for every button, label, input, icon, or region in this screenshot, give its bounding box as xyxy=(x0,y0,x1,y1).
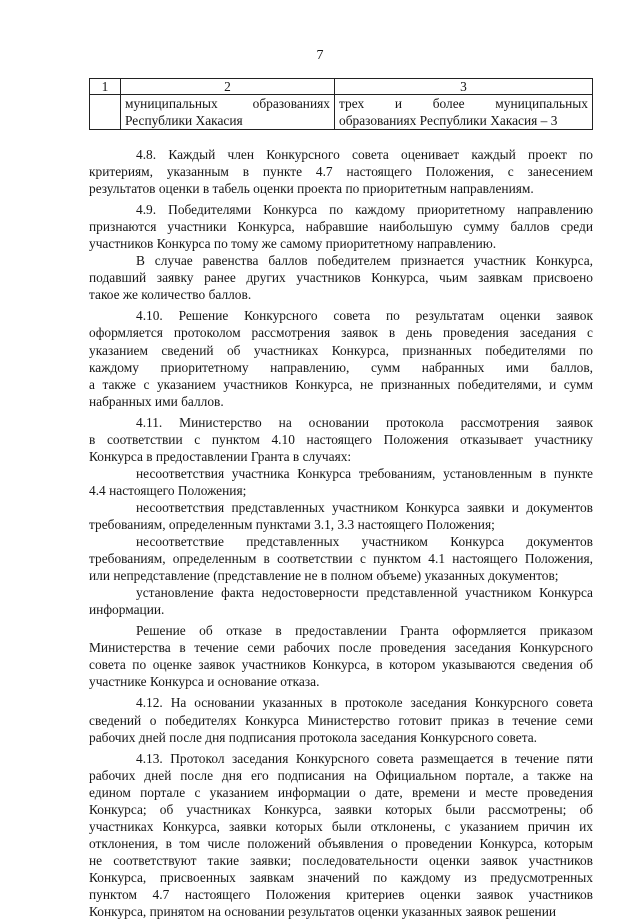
text-line: критериям, указанным в пункте 4.7 настоящего Положения, с занесением xyxy=(89,164,593,180)
paragraph xyxy=(89,584,593,618)
text-line: сведений о победителях Конкурса Министерство готовит приказ в течение семи xyxy=(89,712,593,728)
paragraph xyxy=(89,694,593,745)
text-line: 4.9. Победителями Конкурса по каждому приоритетному направлению xyxy=(136,202,593,218)
text-line: 4.12. На основании указанных в протоколе заседания Конкурсного совета xyxy=(136,695,593,711)
text-line: а также с указанием участников Конкурса, не признанных победителями, и сумм xyxy=(89,376,593,392)
text-line: установление факта недостоверности представленной участником Конкурса xyxy=(136,585,593,601)
table-cell-line: Республики Хакасия xyxy=(125,113,243,128)
text-line: рабочих дней после дня подписания протокола заседания Конкурсного совета. xyxy=(89,729,538,745)
paragraph xyxy=(89,414,593,465)
table-cell-line: трех и более муниципальных xyxy=(339,96,588,111)
text-line: 4.4 настоящего Положения; xyxy=(89,482,247,498)
text-line: Министерства в течение семи рабочих после проведения заседания Конкурсного xyxy=(89,640,593,656)
text-line: Конкурса; об участниках Конкурса, заявки которых были рассмотрены; об xyxy=(89,801,593,817)
text-line: 4.8. Каждый член Конкурсного совета оценивает каждый проект по xyxy=(136,147,593,162)
text-line: указанием сведений об участниках Конкурса, признанных победителями по xyxy=(89,342,593,358)
text-line: совета по оценке заявок участников Конкурса, в котором указываются сведения об xyxy=(89,657,593,673)
text-line: такое же количество баллов. xyxy=(89,287,252,303)
text-line: подавший заявку ранее других участников Конкурса, чьим заявкам присвоено xyxy=(89,270,593,286)
page-number: 7 xyxy=(316,48,324,63)
text-line: несоответствия представленных участником Конкурса заявки и документов xyxy=(136,499,593,515)
paragraph xyxy=(89,750,593,920)
table-row xyxy=(90,95,593,130)
table-cell xyxy=(90,95,121,130)
table-header-cell: 3 xyxy=(335,79,593,95)
table-header-cell: 2 xyxy=(121,79,335,95)
table-cell-line: муниципальных образованиях xyxy=(125,96,330,111)
text-line: в соответствии с пунктом 4.10 настоящего Положения отказывает участнику xyxy=(89,431,593,447)
text-line: Решение об отказе в предоставлении Гранта оформляется приказом xyxy=(136,623,593,639)
table-header-cell: 1 xyxy=(90,79,121,95)
text-line: Конкурса, принятом на основании результатов оценки указанных заявок решении xyxy=(89,904,557,920)
text-line: требованиям, определенным пунктами 3.1, 3.3 настоящего Положения; xyxy=(89,516,495,532)
text-line: отклонения, в том числе положений объявления о проведении Конкурса, которым xyxy=(89,835,593,851)
text-line: Конкурса, присвоенных заявкам значений по каждому из предусмотренных xyxy=(89,869,593,885)
paragraph xyxy=(89,533,593,584)
criteria-table xyxy=(89,78,593,130)
paragraph xyxy=(89,622,593,690)
text-line: Конкурса в предоставлении Гранта в случаях: xyxy=(89,448,352,464)
text-line: 4.10. Решение Конкурсного совета по результатам оценки заявок xyxy=(136,308,593,324)
text-line: едином портале с указанием информации о дате, времени и месте проведения xyxy=(89,784,593,800)
table-cell-line: образованиях Республики Хакасия – 3 xyxy=(339,113,558,128)
text-line: несоответствие представленных участником Конкурса документов xyxy=(136,534,593,550)
text-line: В случае равенства баллов победителем признается участник Конкурса, xyxy=(136,253,593,269)
paragraph xyxy=(89,307,593,409)
paragraph xyxy=(89,465,593,499)
text-line: рабочих дней после дня его подписания на Официальном портале, а также на xyxy=(89,767,593,783)
text-line: результатов оценки в табель оценки проекта по приоритетным направлениям. xyxy=(89,181,534,197)
document-body xyxy=(89,142,593,920)
text-line: участнике Конкурса и основание отказа. xyxy=(89,674,320,690)
text-line: не соответствуют такие заявки; последовательности оценки заявок участников xyxy=(89,852,593,868)
text-line: 4.13. Протокол заседания Конкурсного совета размещается в течение пяти xyxy=(136,750,593,766)
text-line: участниках Конкурса, заявки которых были отклонены, с указанием причин их xyxy=(89,818,593,834)
text-line: требованиям, определенным в соответствии с пунктом 4.1 настоящего Положения, xyxy=(89,551,593,567)
text-line: несоответствия участника Конкурса требованиям, установленным в пункте xyxy=(136,465,593,481)
text-line: участников Конкурса по тому же самому приоритетному направлению. xyxy=(89,236,497,252)
table-cell xyxy=(335,95,593,130)
text-line: информации. xyxy=(89,602,165,618)
paragraph xyxy=(89,201,593,252)
text-line: оформляется протоколом рассмотрения заявок в день проведения заседания с xyxy=(89,325,593,341)
paragraph xyxy=(89,499,593,533)
text-line: признаются участники Конкурса, набравшие наибольшую сумму баллов среди xyxy=(89,219,593,235)
table-cell xyxy=(121,95,335,130)
text-line: пунктом 4.7 настоящего Положения критериев оценки заявок участников xyxy=(89,886,593,902)
table-header-row xyxy=(90,79,593,95)
text-line: набранных ими баллов. xyxy=(89,393,224,409)
text-line: каждому приоритетному направлению, сумм набранных ими баллов, xyxy=(89,359,593,375)
text-line: или непредставление (представление не в полном объеме) указанных документов; xyxy=(89,568,559,584)
text-line: 4.11. Министерство на основании протокола рассмотрения заявок xyxy=(136,414,593,430)
paragraph xyxy=(89,146,593,197)
paragraph xyxy=(89,252,593,303)
